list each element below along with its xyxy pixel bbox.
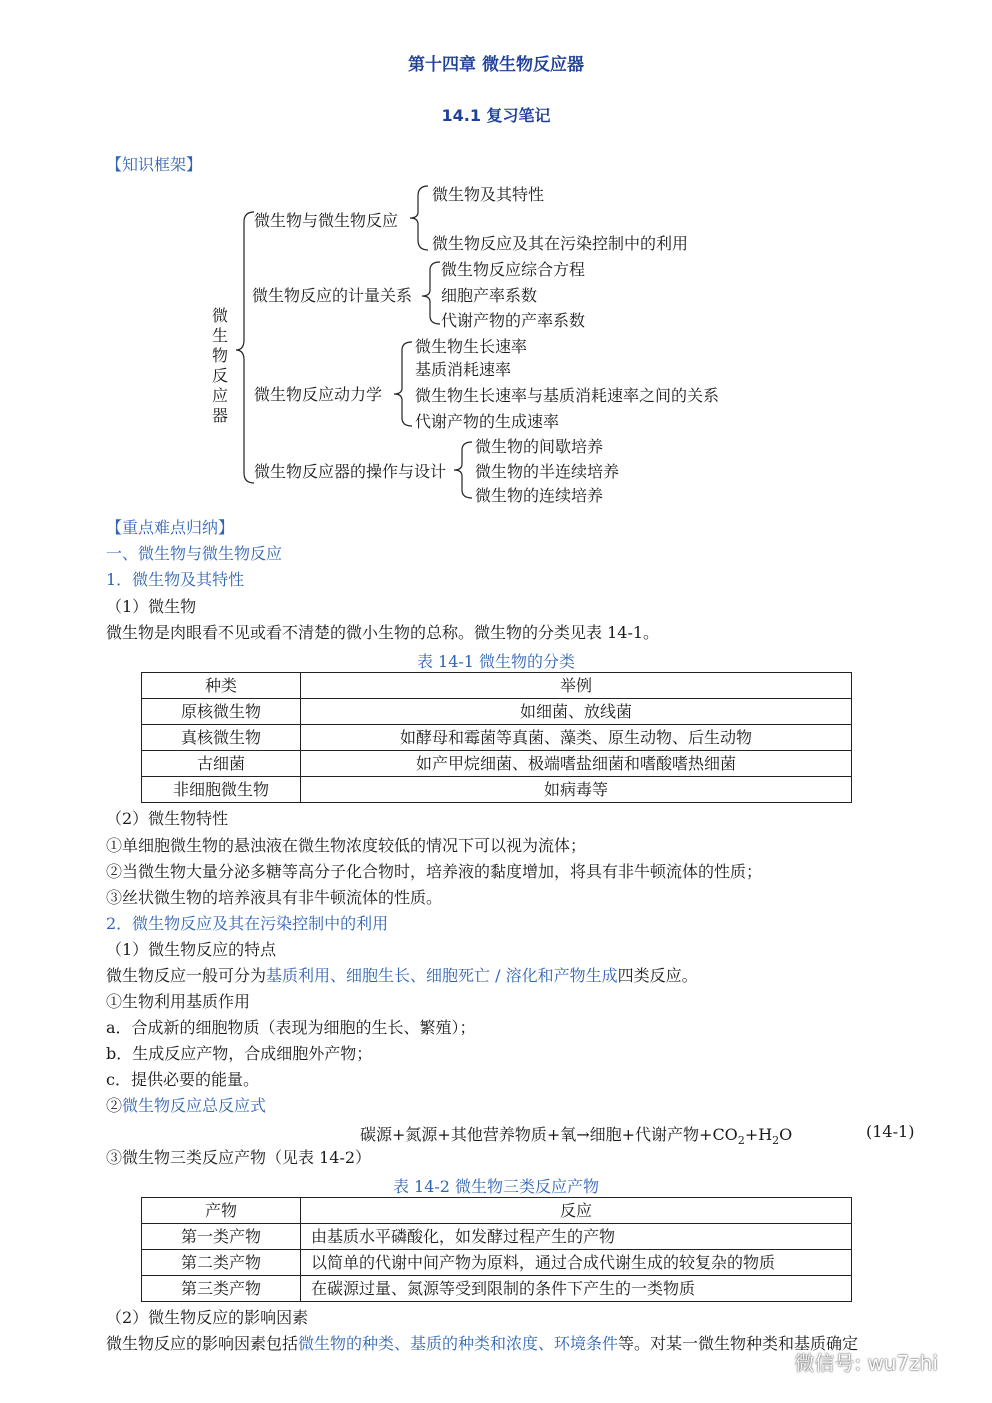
tree-leaf: 基质消耗速率 (415, 360, 512, 379)
table-cell: 非细胞微生物 (142, 777, 301, 803)
tree-leaf: 细胞产率系数 (441, 286, 538, 305)
brace-group-3 (394, 342, 412, 426)
list-item: b．生成反应产物，合成细胞外产物； (106, 1044, 373, 1063)
brace-group-2 (422, 262, 440, 324)
tree-group-4: 微生物反应器的操作与设计 (254, 462, 447, 481)
paragraph: 微生物是肉眼看不见或看不清楚的微小生物的总称。微生物的分类见表 14-1。 (106, 623, 660, 642)
tree-leaf: 代谢产物的生成速率 (415, 412, 560, 431)
page-title: 第十四章 微生物反应器 (408, 55, 584, 75)
text: 微生物反应的影响因素包括 (106, 1334, 299, 1353)
tree-root: 微生物反应器 (211, 306, 228, 425)
list-item: c．提供必要的能量。 (106, 1070, 259, 1089)
paragraph (106, 1334, 858, 1354)
table2-caption: 表 14-2 微生物三类反应产物 (392, 1177, 600, 1196)
subheading: （1）微生物反应的特点 (106, 940, 277, 959)
section-heading: 2．微生物反应及其在污染控制中的利用 (106, 914, 389, 933)
text: 等。对某一微生物种类和基质确定 (618, 1334, 859, 1353)
table-cell: 第三类产物 (142, 1276, 301, 1302)
equation (360, 1122, 792, 1147)
text: 微生物反应一般可分为 (106, 966, 267, 985)
brace-group-1 (410, 186, 428, 250)
list-item: a．合成新的细胞物质（表现为细胞的生长、繁殖）； (106, 1018, 476, 1037)
tree-group-2: 微生物反应的计量关系 (252, 286, 413, 305)
table-row (142, 725, 852, 751)
table-cell: 原核微生物 (142, 699, 301, 725)
table-row (142, 751, 852, 777)
table-row (142, 777, 852, 803)
tree-leaf: 微生物的半连续培养 (475, 462, 620, 481)
tree-group-1: 微生物与微生物反应 (254, 211, 399, 230)
table-header-row (142, 1198, 852, 1224)
table-cell: 如产甲烷细菌、极端嗜盐细菌和嗜酸嗜热细菌 (301, 751, 852, 777)
tree-leaf: 微生物的连续培养 (475, 486, 604, 505)
key-label: 【重点难点归纳】 (106, 518, 235, 537)
table-header-row (142, 673, 852, 699)
text: ② (106, 1096, 123, 1115)
table-cell: 以简单的代谢中间产物为原料，通过合成代谢生成的较复杂的物质 (301, 1250, 852, 1276)
tree-leaf: 代谢产物的产率系数 (441, 311, 586, 330)
subheading: （2）微生物反应的影响因素 (106, 1308, 309, 1327)
table-row (142, 1250, 852, 1276)
paragraph: ③丝状微生物的培养液具有非牛顿流体的性质。 (106, 888, 443, 907)
table-row (142, 699, 852, 725)
table-header: 反应 (301, 1198, 852, 1224)
table-row (142, 1224, 852, 1250)
table-cell: 真核微生物 (142, 725, 301, 751)
framework-label: 【知识框架】 (106, 155, 203, 174)
root-brace (236, 212, 254, 483)
subscript: 2 (737, 1134, 745, 1148)
table1-caption: 表 14-1 微生物的分类 (416, 652, 576, 671)
table1 (141, 672, 852, 803)
section-heading: 一、微生物与微生物反应 (106, 544, 283, 563)
tree-leaf: 微生物反应及其在污染控制中的利用 (432, 234, 689, 253)
table-cell: 如病毒等 (301, 777, 852, 803)
table-cell: 古细菌 (142, 751, 301, 777)
table2 (141, 1197, 852, 1302)
tree-group-3: 微生物反应动力学 (254, 385, 383, 404)
table-cell: 如细菌、放线菌 (301, 699, 852, 725)
tree-leaf: 微生物的间歇培养 (475, 437, 604, 456)
subscript: 2 (772, 1134, 780, 1148)
paragraph: ①生物利用基质作用 (106, 992, 251, 1011)
tree-leaf: 微生物生长速率与基质消耗速率之间的关系 (415, 386, 720, 405)
tree-leaf: 微生物反应综合方程 (441, 260, 586, 279)
text: 四类反应。 (617, 966, 698, 985)
equation-text: O (779, 1125, 793, 1144)
table-cell: 第一类产物 (142, 1224, 301, 1250)
brace-group-4 (454, 442, 472, 498)
highlight: 微生物反应总反应式 (122, 1096, 267, 1115)
subheading: （2）微生物特性 (106, 809, 229, 828)
table-header: 产物 (142, 1198, 301, 1224)
tree-leaf: 微生物及其特性 (432, 185, 545, 204)
highlight: 基质利用、细胞生长、细胞死亡 / 溶化和产物生成 (266, 966, 618, 985)
tree-leaf: 微生物生长速率 (415, 337, 528, 356)
table-cell: 第二类产物 (142, 1250, 301, 1276)
paragraph (106, 966, 698, 986)
equation-text: 碳源+氮源+其他营养物质+氧→细胞+代谢产物+CO (360, 1125, 738, 1144)
paragraph: ②当微生物大量分泌多糖等高分子化合物时，培养液的黏度增加，将具有非牛顿流体的性质； (106, 862, 763, 881)
paragraph: ③微生物三类反应产物（见表 14-2） (106, 1148, 372, 1167)
table-header: 种类 (142, 673, 301, 699)
table-row (142, 1276, 852, 1302)
section-subtitle: 14.1 复习笔记 (441, 106, 551, 125)
equation-text: +H (744, 1125, 773, 1144)
paragraph: ①单细胞微生物的悬浊液在微生物浓度较低的情况下可以视为流体； (106, 836, 587, 855)
paragraph (106, 1096, 266, 1116)
subheading: （1）微生物 (106, 597, 197, 616)
wechat-watermark: 微信号: wu7zhi (794, 1351, 938, 1375)
table-cell: 在碳源过量、氮源等受到限制的条件下产生的一类物质 (301, 1276, 852, 1302)
highlight: 微生物的种类、基质的种类和浓度、环境条件 (298, 1334, 619, 1353)
section-heading: 1．微生物及其特性 (106, 570, 245, 589)
table-cell: 如酵母和霉菌等真菌、藻类、原生动物、后生动物 (301, 725, 852, 751)
table-header: 举例 (301, 673, 852, 699)
table-cell: 由基质水平磷酸化，如发酵过程产生的产物 (301, 1224, 852, 1250)
equation-number: (14-1) (866, 1122, 915, 1141)
